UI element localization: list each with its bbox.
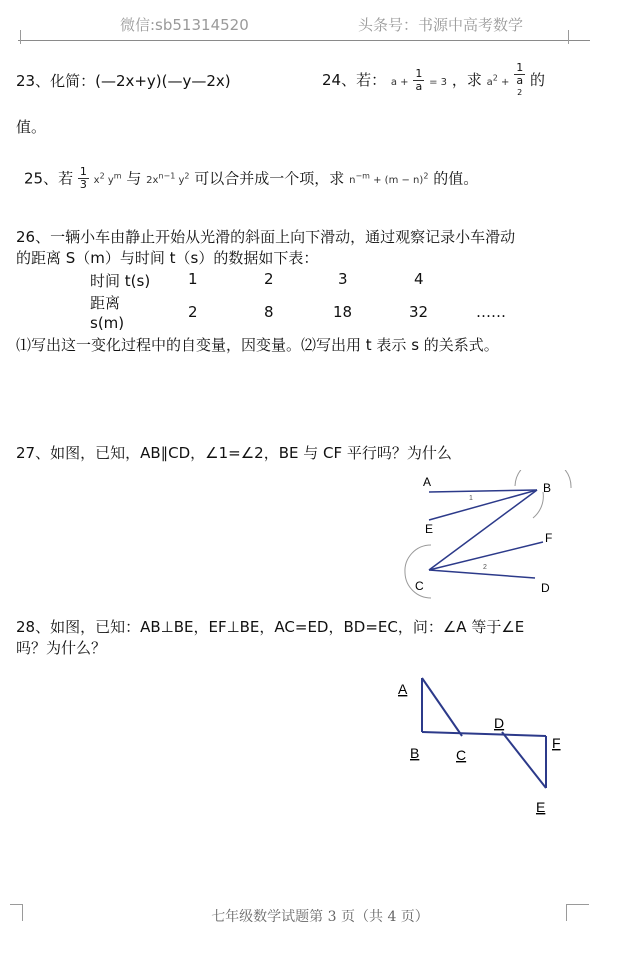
q26-table-cell: 32	[409, 303, 429, 321]
q24	[322, 62, 545, 99]
q26-table-cell: ……	[476, 303, 506, 321]
q26-table-cell: 2	[264, 270, 274, 288]
header-rule	[18, 40, 590, 41]
q24-prefix: 24、若：	[322, 71, 387, 89]
q26-table-cell: 1	[188, 270, 198, 288]
header-wechat: 微信:sb51314520	[120, 16, 249, 34]
q24-fraction-2: 1 a 2	[516, 61, 524, 97]
header-toutiao: 头条号：书源中高考数学	[358, 16, 524, 34]
q25-expr: $n^{-m} + (m - n)^2$	[349, 172, 429, 187]
label-d: D	[541, 581, 550, 595]
q25-term2: $2x^{n-1}$ $y^2$	[146, 172, 190, 187]
label-e: E	[536, 799, 546, 815]
label-c: C	[415, 579, 424, 593]
q24-continuation: 值。	[16, 118, 47, 136]
q25-prefix: 25、若	[24, 169, 74, 188]
q27-figure	[395, 470, 585, 600]
q25-text2: 可以合并成一个项，求	[194, 169, 345, 188]
q26-table-row1-label: 时间 t(s)	[90, 272, 151, 290]
q28-line1: 28、如图，已知：AB⊥BE，EF⊥BE，AC=ED，BD=EC，问：∠A 等于∠E	[16, 618, 525, 636]
label-angle-2: 2	[483, 564, 487, 571]
label-angle-1: 1	[469, 495, 473, 502]
q25-fraction: $\frac{1}{3}$	[79, 165, 87, 192]
label-c: C	[456, 747, 467, 763]
label-e: E	[425, 522, 434, 536]
q25-mid: 与	[126, 169, 142, 188]
q26-line2: 的距离 S（m）与时间 t（s）的数据如下表：	[16, 249, 319, 267]
label-b: B	[543, 481, 552, 495]
q24-eq3: = 3	[429, 77, 448, 88]
q28-line2: 吗？为什么？	[16, 639, 107, 657]
label-a: A	[423, 475, 432, 489]
q26-table-cell: 2	[188, 303, 198, 321]
q27-text: 27、如图，已知，AB∥CD，∠1=∠2，BE 与 CF 平行吗？为什么	[16, 444, 452, 462]
crop-mark-top-right	[568, 30, 583, 44]
page-footer: 七年级数学试题第 3 页（共 4 页）	[211, 909, 429, 925]
q26-line1: 26、一辆小车由静止开始从光滑的斜面上向下滑动，通过观察记录小车滑动	[16, 228, 516, 246]
q26-table-cell: 3	[338, 270, 348, 288]
q26-table-row2-label-a: 距离	[90, 294, 121, 312]
q25	[24, 166, 478, 192]
q23-text: 23、化简：(—2x+y)(—y—2x)	[16, 72, 231, 90]
q26-table-row2-label-b: s(m)	[90, 314, 125, 332]
q24-a2: $a^2$ +	[486, 73, 510, 88]
q24-expr-a: a +	[390, 77, 409, 88]
q25-end: 的值。	[433, 169, 479, 188]
q24-fraction: $\frac{1}{a}$	[415, 67, 423, 93]
label-f: F	[545, 531, 553, 545]
q24-suffix: 的	[530, 71, 546, 89]
label-b: B	[410, 745, 420, 761]
q26-table-cell: 18	[333, 303, 353, 321]
q26-table-cell: 8	[264, 303, 274, 321]
label-f: F	[552, 735, 561, 751]
q26-line3: ⑴写出这一变化过程中的自变量，因变量。⑵写出用 t 表示 s 的关系式。	[16, 336, 499, 354]
label-d: D	[494, 715, 505, 731]
q26-table-cell: 4	[414, 270, 424, 288]
label-a: A	[398, 681, 408, 697]
q25-term1: $x^2$ $y^m$	[93, 172, 122, 187]
q28-figure	[392, 670, 572, 820]
crop-mark-top-left	[10, 30, 21, 44]
q24-ask: ，求	[451, 71, 482, 89]
